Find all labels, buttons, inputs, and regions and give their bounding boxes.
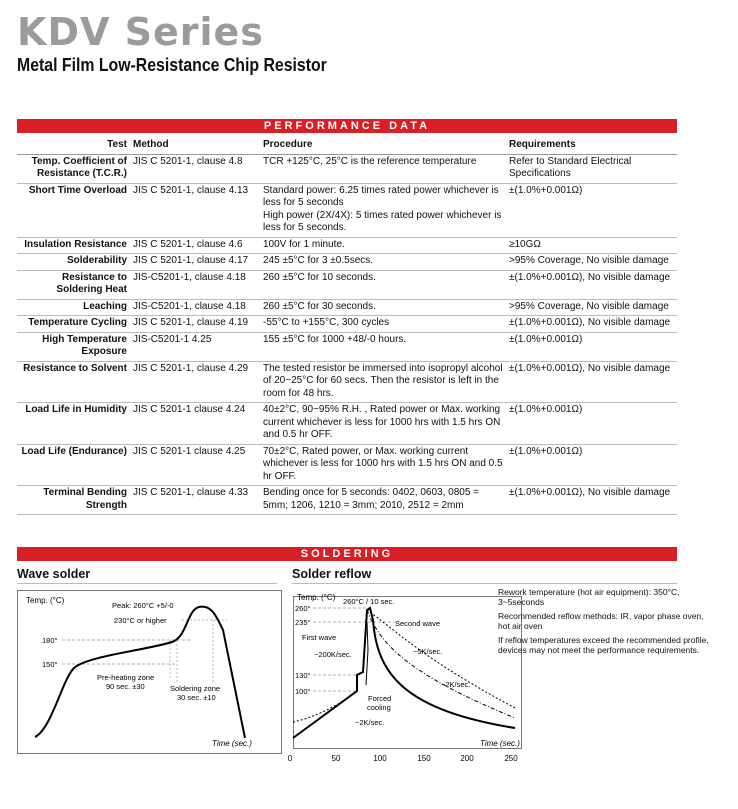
table-row: [17, 361, 677, 403]
performance-data-bar: PERFORMANCE DATA: [17, 119, 677, 133]
forced-cooling-label-2: cooling: [367, 703, 391, 712]
soldering-zone-label: Soldering zone: [170, 684, 221, 693]
reflow-rule: [292, 583, 677, 584]
method-cell: JIS C 5201-1, clause 4.33: [130, 486, 260, 515]
method-cell: JIS-C5201-1, clause 4.18: [130, 270, 260, 299]
method-cell: JIS-C5201-1, clause 4.18: [130, 299, 260, 316]
test-cell: Temperature Cycling: [17, 316, 130, 333]
performance-table: [17, 137, 677, 515]
requirements-cell: ±(1.0%+0.001Ω): [506, 332, 677, 361]
table-row: [17, 332, 677, 361]
requirements-cell: ≥10GΩ: [506, 237, 677, 254]
wave-tick-180: 180°: [42, 636, 58, 645]
table-row: [17, 254, 677, 271]
table-row: [17, 403, 677, 445]
table-row: [17, 270, 677, 299]
method-cell: JIS C 5201-1 clause 4.25: [130, 444, 260, 486]
reflow-y-title: Temp. (°C): [297, 593, 336, 602]
reflow-ytick-260: 260°: [295, 604, 311, 613]
test-cell: Solderability: [17, 254, 130, 271]
requirements-cell: ±(1.0%+0.001Ω): [506, 183, 677, 237]
reflow-diagram: [285, 590, 525, 765]
table-row: [17, 486, 677, 515]
soldering-notes: [498, 588, 713, 661]
table-header-row: [17, 137, 677, 154]
requirements-cell: Refer to Standard Electrical Specifications: [506, 154, 677, 183]
procedure-cell: 260 ±5°C for 30 seconds.: [260, 299, 506, 316]
procedure-cell: 40±2°C, 90~95% R.H. , Rated power or Max. working current whichever is less for 1000 hrs with 1.5 hrs ON and 0.5 hr OFF.: [260, 403, 506, 445]
wave-solder-diagram: [17, 590, 282, 755]
method-cell: JIS C 5201-1, clause 4.13: [130, 183, 260, 237]
procedure-cell: Bending once for 5 seconds: 0402, 0603, 0805 = 5mm; 1206, 1210 = 3mm; 2010, 2512 = 2mm: [260, 486, 506, 515]
requirements-cell: ±(1.0%+0.001Ω): [506, 403, 677, 445]
col-test: Test: [17, 137, 130, 154]
requirements-cell: ±(1.0%+0.001Ω): [506, 444, 677, 486]
reflow-xtick-150: 150: [417, 754, 431, 763]
procedure-cell: Standard power: 6.25 times rated power whichever is less for 5 seconds High power (2X/4X): 5 times rated power whichever is less for 5 seconds.: [260, 183, 506, 237]
test-cell: Terminal Bending Strength: [17, 486, 130, 515]
series-title: KDV Series: [17, 10, 264, 54]
procedure-cell: The tested resistor be immersed into isopropyl alcohol of 20~25°C for 60 secs. Then the resistor is left in the room for 48 hrs.: [260, 361, 506, 403]
requirements-cell: >95% Coverage, No visible damage: [506, 299, 677, 316]
test-cell: Insulation Resistance: [17, 237, 130, 254]
reflow-title: Solder reflow: [292, 567, 372, 581]
col-method: Method: [130, 137, 260, 154]
method-cell: JIS C 5201-1, clause 4.17: [130, 254, 260, 271]
requirements-cell: ±(1.0%+0.001Ω), No visible damage: [506, 361, 677, 403]
test-cell: Leaching: [17, 299, 130, 316]
table-row: [17, 154, 677, 183]
method-cell: JIS C 5201-1, clause 4.8: [130, 154, 260, 183]
reflow-peak-label: 260°C / 10 sec.: [343, 597, 395, 606]
reflow-xtick-0: 0: [287, 754, 293, 763]
rate-2k-label-a: ~2K/sec.: [441, 680, 471, 689]
reflow-warning-note: If reflow temperatures exceed the recommended profile, devices may not meet the performance requirements.: [498, 635, 709, 655]
wave-tick-150: 150°: [42, 660, 58, 669]
wave-x-title: Time (sec.): [212, 739, 252, 748]
table-row: [17, 183, 677, 237]
requirements-cell: ±(1.0%+0.001Ω), No visible damage: [506, 486, 677, 515]
reflow-xtick-250: 250: [504, 754, 518, 763]
soldering-bar: SOLDERING: [17, 547, 677, 561]
test-cell: Load Life (Endurance): [17, 444, 130, 486]
wave-rule: [17, 583, 277, 584]
procedure-cell: 155 ±5°C for 1000 +48/-0 hours.: [260, 332, 506, 361]
procedure-cell: -55°C to +155°C, 300 cycles: [260, 316, 506, 333]
procedure-cell: 245 ±5°C for 3 ±0.5secs.: [260, 254, 506, 271]
col-requirements: Requirements: [506, 137, 677, 154]
wave-frame: [18, 591, 282, 754]
reflow-ytick-130: 130°: [295, 671, 311, 680]
test-cell: Load Life in Humidity: [17, 403, 130, 445]
wave-solder-title: Wave solder: [17, 567, 91, 581]
requirements-cell: >95% Coverage, No visible damage: [506, 254, 677, 271]
table-row: [17, 299, 677, 316]
reflow-xtick-100: 100: [373, 754, 387, 763]
reflow-xtick-50: 50: [331, 754, 341, 763]
product-subtitle: Metal Film Low-Resistance Chip Resistor: [17, 55, 327, 75]
method-cell: JIS C 5201-1 clause 4.24: [130, 403, 260, 445]
table-row: [17, 237, 677, 254]
reflow-ytick-100: 100°: [295, 687, 311, 696]
reflow-ytick-235: 235°: [295, 618, 311, 627]
wave-y-title: Temp. (°C): [26, 596, 65, 605]
test-cell: Resistance to Solvent: [17, 361, 130, 403]
method-cell: JIS C 5201-1, clause 4.19: [130, 316, 260, 333]
col-procedure: Procedure: [260, 137, 506, 154]
test-cell: High Temperature Exposure: [17, 332, 130, 361]
method-cell: JIS C 5201-1, clause 4.6: [130, 237, 260, 254]
procedure-cell: 100V for 1 minute.: [260, 237, 506, 254]
forced-cooling-label-1: Forced: [368, 694, 392, 703]
method-cell: JIS-C5201-1 4.25: [130, 332, 260, 361]
table-row: [17, 316, 677, 333]
test-cell: Short Time Overload: [17, 183, 130, 237]
wave-hold-label: 230°C or higher: [114, 616, 167, 625]
procedure-cell: TCR +125°C, 25°C is the reference temperature: [260, 154, 506, 183]
test-cell: Resistance to Soldering Heat: [17, 270, 130, 299]
wave-peak-label: Peak: 260°C +5/-0: [112, 601, 174, 610]
second-wave-label: Second wave: [395, 619, 441, 628]
rate-5k-label: ~5K/sec.: [413, 647, 443, 656]
rate-200k-label: ~200K/sec.: [314, 650, 352, 659]
preheat-label: Pre-heating zone: [97, 673, 155, 682]
reflow-xtick-200: 200: [460, 754, 474, 763]
soldering-zone-time: 30 sec. ±10: [177, 693, 216, 702]
table-row: [17, 444, 677, 486]
reflow-methods-note: Recommended reflow methods: IR, vapor phase oven, hot air oven: [498, 611, 704, 631]
requirements-cell: ±(1.0%+0.001Ω), No visible damage: [506, 270, 677, 299]
rework-note: Rework temperature (hot air equipment): 350°C, 3~5seconds: [498, 587, 680, 607]
first-wave-label: First wave: [302, 633, 337, 642]
requirements-cell: ±(1.0%+0.001Ω), No visible damage: [506, 316, 677, 333]
test-cell: Temp. Coefficient of Resistance (T.C.R.): [17, 154, 130, 183]
reflow-x-title: Time (sec.): [480, 739, 520, 748]
procedure-cell: 70±2°C, Rated power, or Max. working current whichever is less for 1000 hrs with 1.5 hrs ON and 0.5 hr OFF.: [260, 444, 506, 486]
rate-2k-label-b: ~2K/sec.: [355, 718, 385, 727]
preheat-time: 90 sec. ±30: [106, 682, 145, 691]
procedure-cell: 260 ±5°C for 10 seconds.: [260, 270, 506, 299]
method-cell: JIS C 5201-1, clause 4.29: [130, 361, 260, 403]
